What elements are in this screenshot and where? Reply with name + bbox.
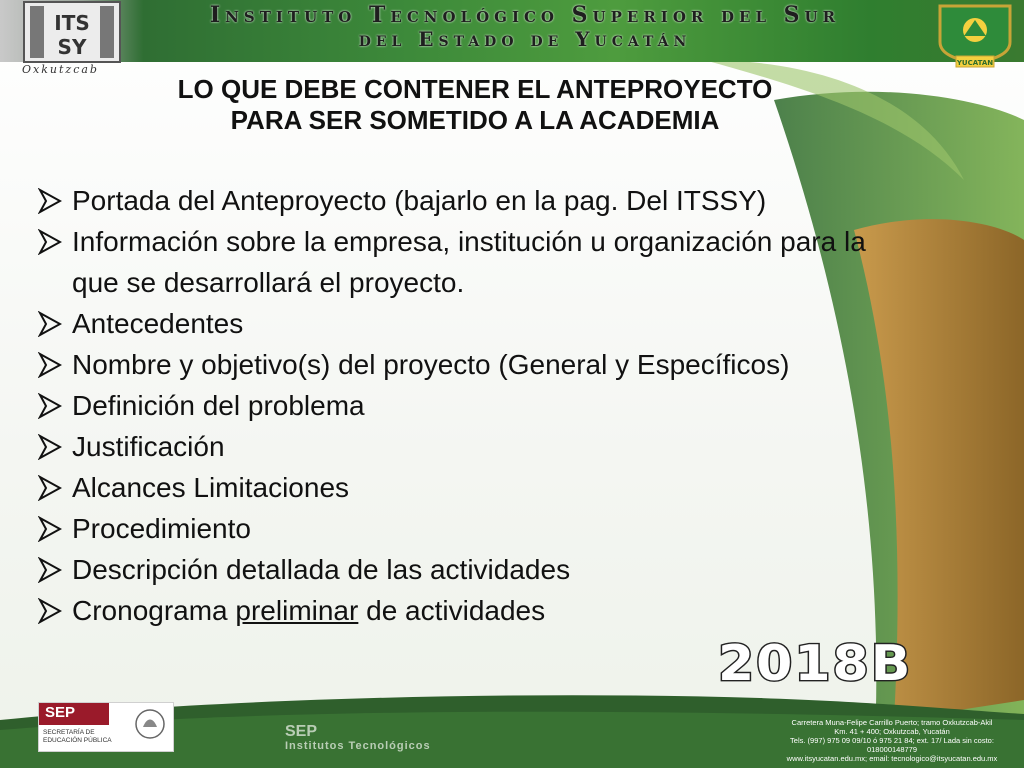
arrow-bullet-icon [38,188,62,214]
mexico-seal-icon [133,707,167,741]
arrow-bullet-icon [38,434,62,460]
list-item [38,303,888,344]
arrow-bullet-icon [38,516,62,542]
itssy-logo [22,0,122,64]
list-item [38,549,888,590]
arrow-bullet-icon [38,475,62,501]
itssy-logo-top: ITS [54,11,90,35]
slide-title-line2: PARA SER SOMETIDO A LA ACADEMIA [230,105,720,135]
list-item-text: Descripción detallada de las actividades [72,554,571,585]
itssy-logo-bottom: SY [57,35,87,59]
list-item-text: Justificación [72,431,225,462]
arrow-bullet-icon [38,311,62,337]
arrow-bullet-icon [38,557,62,583]
slide-title [60,74,890,136]
list-item-text: Alcances Limitaciones [72,472,350,503]
list-item-text: Procedimiento [72,513,251,544]
address-line: Carretera Muna-Felipe Carrillo Puerto; tramo Oxkutzcab-Akil [791,718,993,727]
arrow-bullet-icon [38,598,62,624]
semester-stamp: 2018B [718,635,913,693]
list-item-text: Definición del problema [72,390,365,421]
sep-logo-subtitle: SECRETARÍA DE EDUCACIÓN PÚBLICA [43,729,112,744]
sep-logo-word: SEP [45,704,76,721]
yucatan-logo-caption: YUCATAN [956,59,994,67]
list-item [38,426,888,467]
address-line: Tels. (997) 975 09 09/10 ó 975 21 84; ext. 17/ Lada sin costo: [790,736,994,745]
arrow-bullet-icon [38,229,62,255]
list-item-text-before: Cronograma [72,595,236,626]
arrow-bullet-icon [38,393,62,419]
institution-name-line1: Instituto Tecnológico Superior del Sur [209,2,841,28]
requirements-list [38,180,888,631]
list-item [38,385,888,426]
list-item [38,590,888,631]
logo-caption: Oxkutzcab [22,63,99,76]
institutos-tecnologicos-watermark [285,724,485,754]
list-item-text-after: de actividades [358,595,546,626]
list-item-text: Antecedentes [72,308,244,339]
arrow-bullet-icon [38,352,62,378]
slide-title-line1: LO QUE DEBE CONTENER EL ANTEPROYECTO [177,74,773,104]
institution-name-line2: del Estado de Yucatán [358,27,692,51]
address-line: Km. 41 + 400; Oxkutzcab, Yucatán [834,727,950,736]
list-item-text: Información sobre la empresa, institución u organización para la que se desarrollará el proyecto. [72,226,866,298]
list-item-text: Nombre y objetivo(s) del proyecto (General y Específicos) [72,349,790,380]
contact-info [760,718,1024,763]
sep-inst-word: SEP [285,723,318,740]
address-line: 018000148779 [866,745,918,754]
list-item [38,180,888,221]
list-item-text: Portada del Anteproyecto (bajarlo en la pag. Del ITSSY) [72,185,767,216]
sep-inst-subtitle: Institutos Tecnológicos [285,740,431,752]
address-line: www.itsyucatan.edu.mx; email: tecnologico@itsyucatan.edu.mx [786,754,998,763]
list-item [38,467,888,508]
list-item [38,344,888,385]
list-item [38,221,888,303]
list-item-text-underlined: preliminar [235,595,359,626]
sep-logo [38,702,174,752]
list-item [38,508,888,549]
yucatan-crest-logo [934,2,1016,68]
